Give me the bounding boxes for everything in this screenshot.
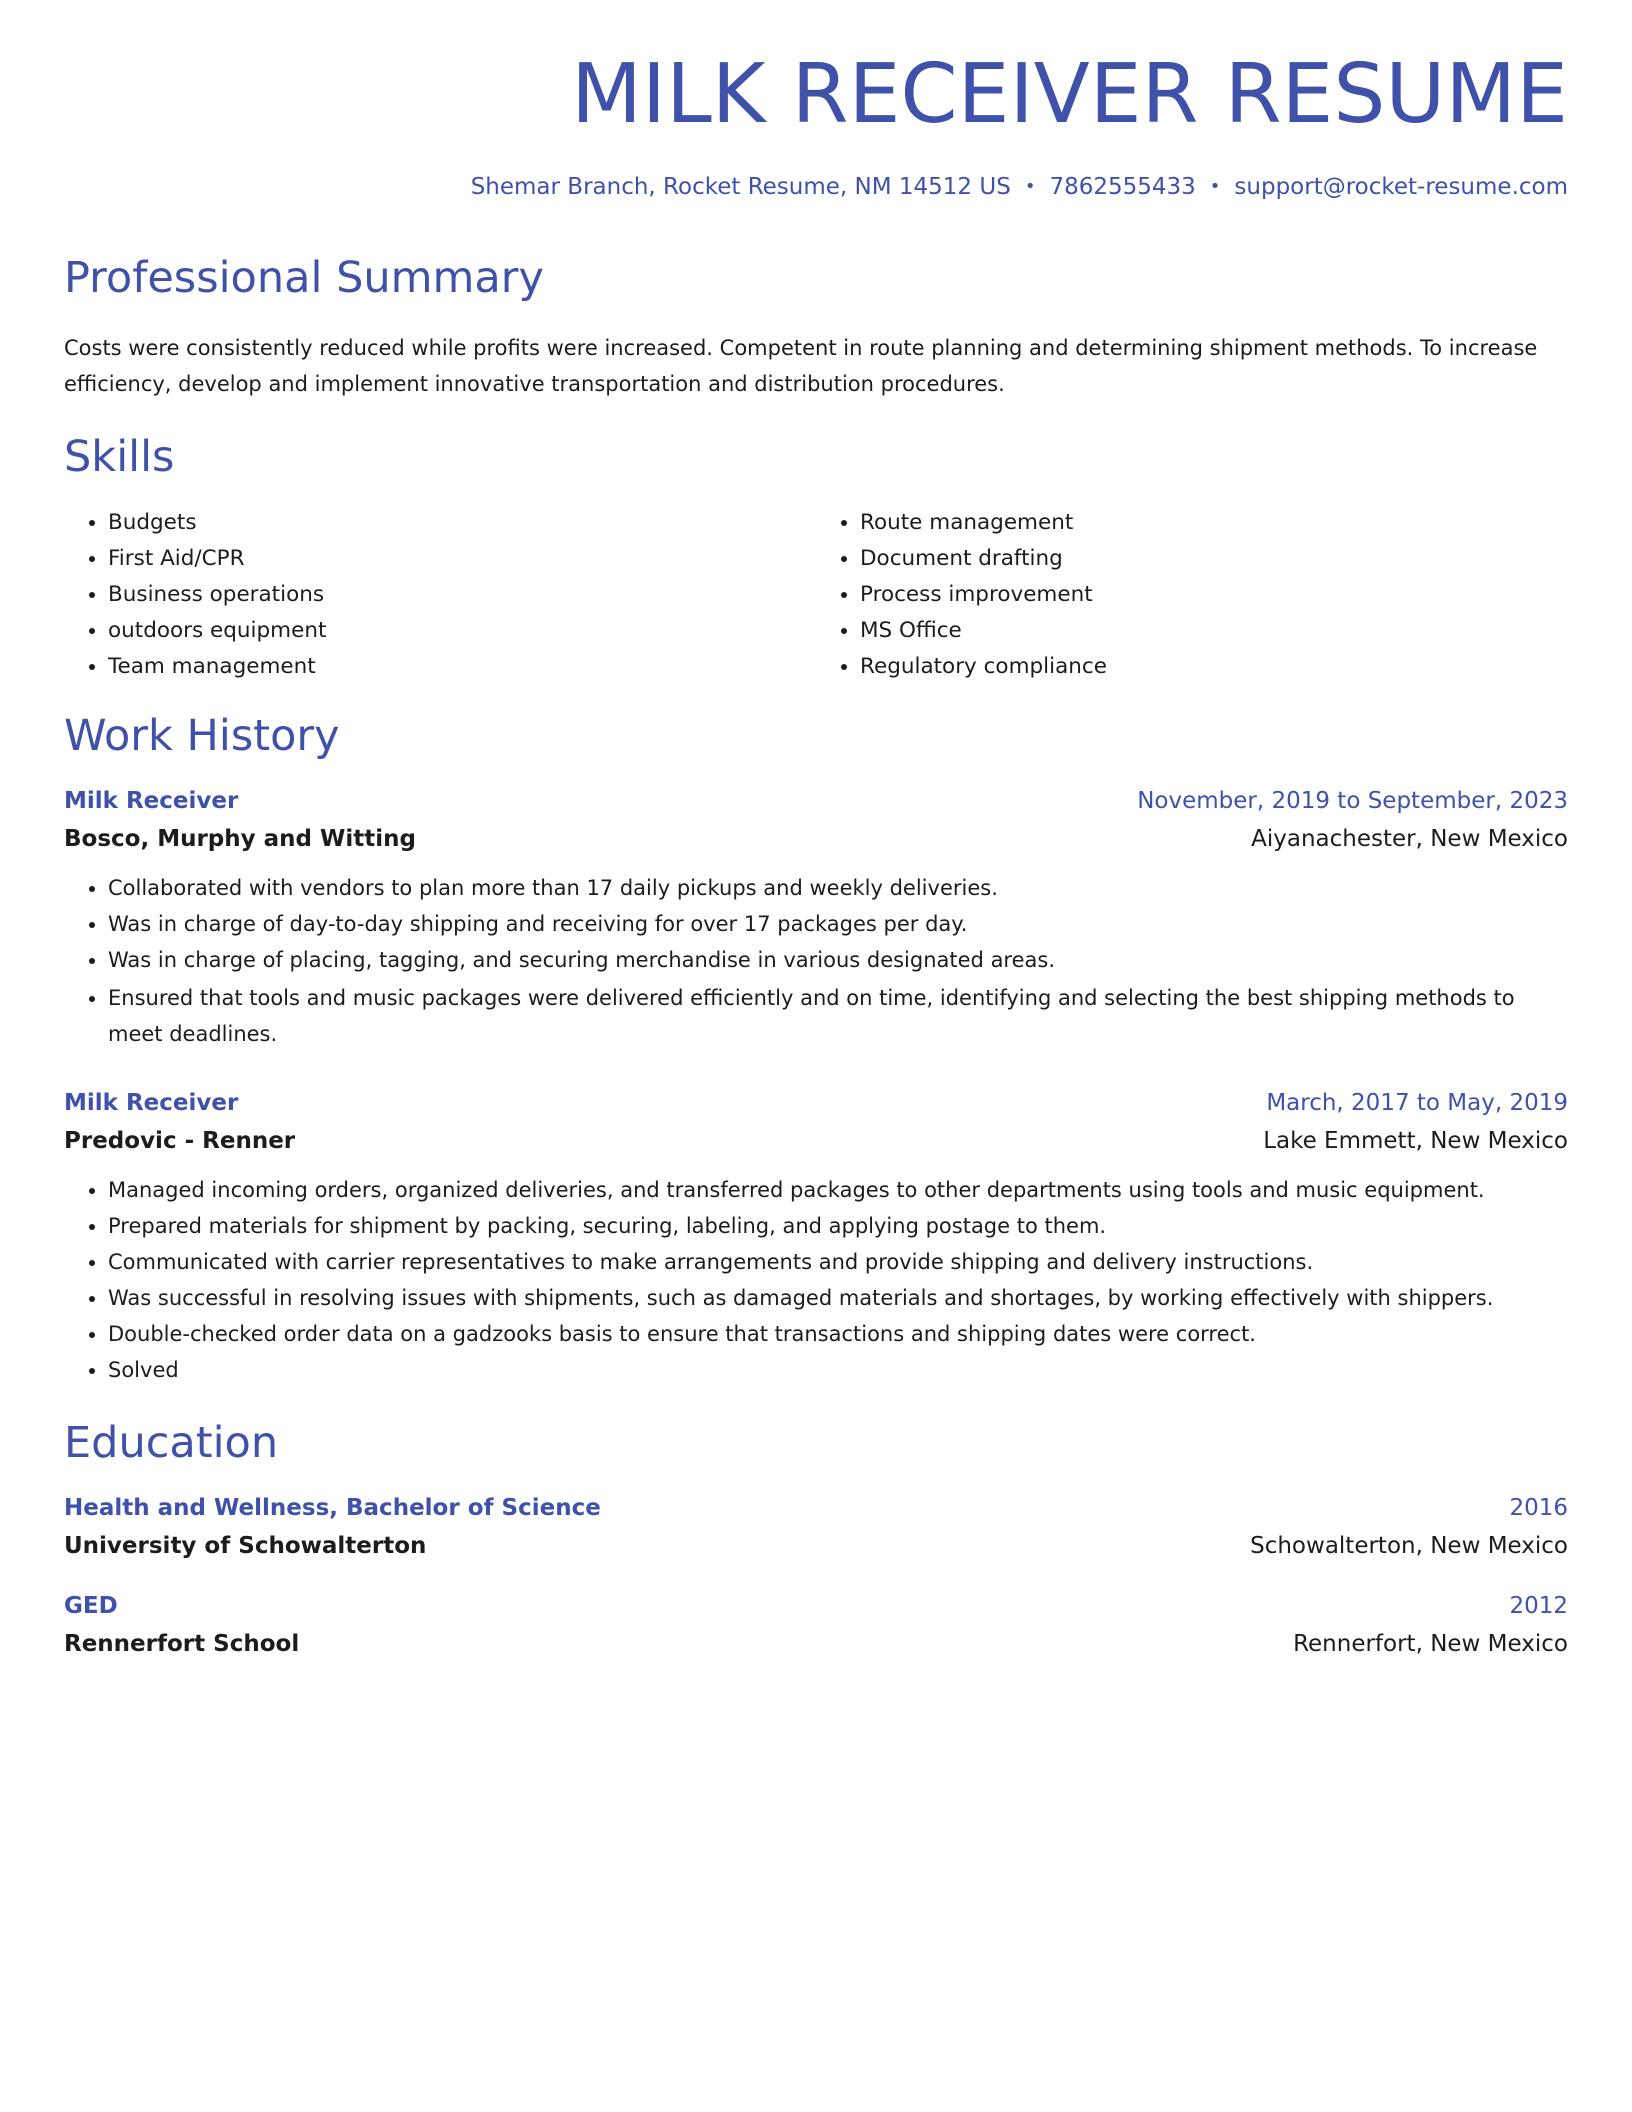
skill-item: • Budgets bbox=[108, 505, 816, 541]
job-bullet: • Was successful in resolving issues with shipments, such as damaged materials and shortages, by working effectively with shippers. bbox=[108, 1280, 1568, 1316]
job-bullet: • Managed incoming orders, organized deliveries, and transferred packages to other departments using tools and music equipment. bbox=[108, 1172, 1568, 1208]
skills-heading: Skills bbox=[64, 432, 175, 482]
contact-separator: • bbox=[1024, 176, 1036, 197]
job-location: Lake Emmett, New Mexico bbox=[1263, 1128, 1568, 1154]
education-school-row bbox=[64, 1619, 1568, 1657]
education-degree: GED bbox=[64, 1593, 118, 1619]
job-entry bbox=[64, 1090, 1568, 1388]
skill-item: • outdoors equipment bbox=[108, 613, 816, 649]
contact-line bbox=[64, 176, 1568, 199]
work-history-heading: Work History bbox=[64, 711, 340, 761]
skill-item: • Process improvement bbox=[860, 577, 1568, 613]
education-location: Rennerfort, New Mexico bbox=[1293, 1631, 1568, 1657]
job-role: Milk Receiver bbox=[64, 788, 239, 814]
job-dates: March, 2017 to May, 2019 bbox=[1266, 1090, 1568, 1116]
education-heading: Education bbox=[64, 1418, 279, 1468]
summary-heading: Professional Summary bbox=[64, 253, 544, 303]
job-bullet: • Communicated with carrier representatives to make arrangements and provide shipping and delivery instructions. bbox=[108, 1244, 1568, 1280]
job-location: Aiyanachester, New Mexico bbox=[1251, 826, 1568, 852]
education-school-row bbox=[64, 1521, 1568, 1559]
education-header-row bbox=[64, 1495, 1568, 1521]
job-header-row bbox=[64, 788, 1568, 814]
job-role: Milk Receiver bbox=[64, 1090, 239, 1116]
job-bullets bbox=[64, 1172, 1568, 1388]
skill-item: • First Aid/CPR bbox=[108, 541, 816, 577]
job-bullet: • Solved bbox=[108, 1352, 1568, 1388]
resume-header bbox=[64, 0, 1568, 199]
job-bullet: • Collaborated with vendors to plan more than 17 daily pickups and weekly deliveries. bbox=[108, 870, 1568, 906]
education-header-row bbox=[64, 1593, 1568, 1619]
resume-title: MILK RECEIVER RESUME bbox=[571, 47, 1568, 142]
job-bullet: • Double-checked order data on a gadzooks basis to ensure that transactions and shipping dates were correct. bbox=[108, 1316, 1568, 1352]
skills-list bbox=[64, 505, 1568, 685]
job-bullet: • Was in charge of day-to-day shipping and receiving for over 17 packages per day. bbox=[108, 906, 1568, 942]
job-bullets bbox=[64, 870, 1568, 1052]
education-year: 2016 bbox=[1509, 1495, 1568, 1521]
skills-column-left bbox=[64, 505, 816, 685]
skill-item: • Business operations bbox=[108, 577, 816, 613]
education-school: University of Schowalterton bbox=[64, 1533, 427, 1559]
job-bullet: • Was in charge of placing, tagging, and securing merchandise in various designated areas. bbox=[108, 942, 1568, 978]
job-company-row bbox=[64, 1116, 1568, 1154]
education-location: Schowalterton, New Mexico bbox=[1250, 1533, 1568, 1559]
job-company: Predovic - Renner bbox=[64, 1128, 296, 1154]
job-header-row bbox=[64, 1090, 1568, 1116]
skill-item: • Document drafting bbox=[860, 541, 1568, 577]
contact-email: support@rocket-resume.com bbox=[1234, 174, 1568, 200]
education-entry bbox=[64, 1495, 1568, 1559]
education-year: 2012 bbox=[1509, 1593, 1568, 1619]
job-dates: November, 2019 to September, 2023 bbox=[1137, 788, 1568, 814]
contact-phone: 7862555433 bbox=[1049, 174, 1196, 200]
skill-item: • Team management bbox=[108, 649, 816, 685]
job-entry bbox=[64, 788, 1568, 1052]
education-entry bbox=[64, 1593, 1568, 1657]
summary-text: Costs were consistently reduced while profits were increased. Competent in route planning and determining shipment methods. To increase efficiency, develop and implement innovative transportation and distribution procedures. bbox=[64, 336, 1538, 396]
skill-item: • Regulatory compliance bbox=[860, 649, 1568, 685]
contact-separator: • bbox=[1209, 176, 1221, 197]
education-degree: Health and Wellness, Bachelor of Science bbox=[64, 1495, 601, 1521]
job-bullet: • Prepared materials for shipment by packing, securing, labeling, and applying postage to them. bbox=[108, 1208, 1568, 1244]
contact-address: Shemar Branch, Rocket Resume, NM 14512 US bbox=[470, 174, 1011, 200]
skill-item: • Route management bbox=[860, 505, 1568, 541]
job-company: Bosco, Murphy and Witting bbox=[64, 826, 416, 852]
job-company-row bbox=[64, 814, 1568, 852]
job-bullet: • Ensured that tools and music packages were delivered efficiently and on time, identifying and selecting the best shipping methods to meet deadlines. bbox=[108, 980, 1568, 1052]
education-school: Rennerfort School bbox=[64, 1631, 300, 1657]
skills-column-right bbox=[816, 505, 1568, 685]
skill-item: • MS Office bbox=[860, 613, 1568, 649]
